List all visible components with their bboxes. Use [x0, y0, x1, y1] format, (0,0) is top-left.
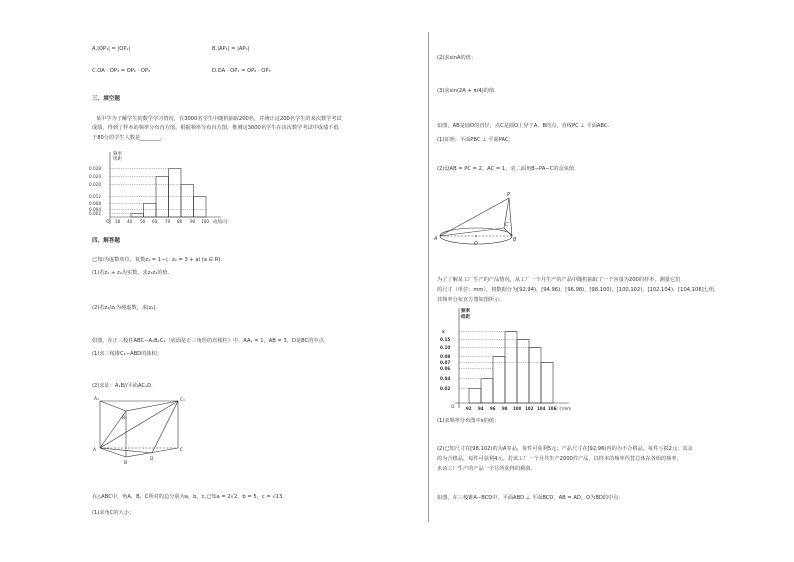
cone-label: C: [505, 223, 509, 228]
hist2-xtick: 100: [513, 406, 522, 411]
hist2-ytick: 0.10: [440, 345, 451, 350]
question-triangle-part2: (2)求sinA的值；: [437, 55, 477, 61]
cone-figure: [434, 190, 524, 250]
question-product-part2-line2: 的为合格品，每件可获利4元。若该工厂一个月共生产2000件产品，以样本的频率代替总体在各组的频率，: [437, 456, 682, 462]
hist2-ytick: 0.07: [440, 360, 451, 365]
hist1-ytick: 0.004: [89, 207, 101, 212]
hist2-ytick: 0.02: [440, 386, 451, 391]
question-complex-part1: (1)若z₁ + z₂为实数，求z₁z₂的值.: [92, 270, 170, 276]
question-fill-line3: 于80分的学生人数是________.: [92, 135, 163, 141]
hist1-yticks: [89, 166, 101, 216]
hist2-xtick: 102: [525, 406, 534, 411]
hist2-bar: [529, 348, 541, 404]
hist1-xtick: 80: [177, 219, 183, 224]
hist1-xlabel: 成绩/分: [213, 220, 229, 225]
prism-label: B: [124, 461, 128, 466]
cone-label: P: [507, 193, 510, 198]
hist1-ytick: 0.020: [89, 182, 101, 187]
question-pyramid-stem: 如图，在三棱锥A−BCD中，平面ABD ⊥ 平面BCD，AB = AD，O为BD的中点.: [437, 495, 621, 501]
question-cone-part1: (1)证明：平面PBC ⊥ 平面PAC；: [437, 137, 514, 143]
hist1-bar: [156, 177, 169, 218]
prism-label: C: [180, 448, 184, 453]
hist2-bars: [469, 332, 553, 404]
cone-label: A: [434, 237, 438, 242]
question-complex-stem: 已知i为虚数单位，复数z₁ = 1−i，z₂ = 3 + ai (a ∈ R).: [92, 257, 222, 263]
question-fill-line2: 成绩，得到了样本的频率分布直方图。根据频率分布直方图，推测这3000名学生在该次数学考试中成绩不低: [92, 125, 339, 131]
question-triangle-stem: 在△ABC中，角A，B，C所对的边分别为a，b，c.已知a = 2√2，b = 5，c = √13.: [92, 494, 284, 500]
hist1-ytick: 0.024: [89, 174, 101, 179]
hist2-xtick: 98: [502, 406, 508, 411]
hist2-bar: [541, 363, 553, 404]
prism-figure: [92, 393, 192, 468]
section-heading-answer: 四、解答题: [92, 238, 120, 244]
hist2-ylabel-bottom: 组距: [461, 315, 470, 320]
hist2-xtick: 96: [490, 406, 496, 411]
hist1-dashes: [110, 169, 206, 214]
question-complex-part2: (2)若z₂/z₁为纯虚数，求|z₂|.: [92, 305, 157, 311]
hist2-dashes: [459, 332, 553, 389]
hist1-ytick: 0.028: [89, 166, 101, 171]
hist2-bar: [517, 340, 529, 404]
score-histogram: [86, 148, 236, 228]
question-cone-part2: (2)设AB = PC = 2，AC = 1，求二面角B−PA−C的余弦值.: [437, 166, 576, 172]
question-prism-part2: (2)求证：A₁B//平面AC₁D.: [92, 383, 153, 389]
hist1-xticks: [115, 219, 209, 224]
prism-label: D: [150, 457, 154, 462]
question-product-part2-line3: 求该工厂生产的产品一个月所获得的利润.: [437, 466, 533, 472]
hist2-xlabel: 尺寸/mm: [554, 406, 572, 411]
hist1-bar: [181, 185, 194, 218]
size-histogram: [437, 304, 577, 412]
prism-label: A₁: [94, 397, 99, 402]
hist1-xtick: 90: [190, 219, 196, 224]
hist2-ytick: 0.06: [440, 366, 451, 371]
cone-label: B: [513, 238, 517, 243]
prism-label: C₁: [180, 398, 185, 403]
hist2-bar: [481, 379, 493, 404]
hist2-bar: [469, 389, 481, 404]
hist2-xtick: 106: [548, 406, 557, 411]
hist1-xtick: 40: [127, 219, 133, 224]
hist1-ylabel-top: 频率: [113, 152, 122, 157]
hist1-ylabel-bottom: 组距: [113, 157, 122, 162]
choice-a: A.|OP₁| = |OP₂|: [92, 46, 131, 52]
hist1-xtick: 70: [165, 219, 171, 224]
question-product-stem3: 其频率分布直方图如图所示.: [437, 297, 501, 303]
hist1-bar: [169, 169, 182, 218]
hist1-xtick: 60: [152, 219, 158, 224]
hist2-ytick: 0.15: [440, 337, 451, 342]
hist2-xtick: 94: [478, 406, 484, 411]
hist1-ytick: 0.002: [89, 211, 101, 216]
hist2-bar: [493, 357, 505, 404]
hist2-ylabel-top: 频率: [461, 309, 470, 314]
question-prism-part1: (1)求三棱锥C₁−ABD的体积；: [92, 351, 162, 357]
choice-d: D.OA · OP₁ = OP₂ · OP₃: [212, 68, 271, 74]
hist1-xtick: 30: [115, 219, 121, 224]
hist1-origin: O: [106, 220, 110, 225]
hist2-xtick: 92: [466, 406, 472, 411]
hist2-ytick: 0.04: [440, 376, 451, 381]
section-heading-fill: 三、填空题: [92, 96, 120, 102]
hist1-ytick: 0.008: [89, 201, 101, 206]
cone-label: O: [474, 242, 478, 247]
hist1-xtick: 50: [140, 219, 146, 224]
question-product-stem1: 为了了解某工厂生产的产品情况，从工厂一个月生产的产品中随机抽取了一个容量为200的样本，测量它们: [437, 277, 681, 283]
prism-label: B₁: [122, 416, 127, 421]
hist1-bar: [194, 197, 207, 218]
column-divider: [428, 32, 429, 522]
choice-c: C.OA · OP₃ = OP₁ · OP₂: [92, 68, 151, 74]
hist1-ytick: 0.012: [89, 194, 101, 199]
hist2-xtick: 104: [537, 406, 546, 411]
hist1-bar: [144, 204, 157, 218]
question-product-part1: (1)求频率分布图中x的值；: [437, 418, 500, 424]
question-triangle-part3: (3)求sin(2A + π/4)的值.: [437, 88, 496, 94]
hist2-ytick: x: [442, 329, 445, 334]
question-product-stem2: 的尺寸（单位：mm），将数据分为[92,94)，[94,96)，[96,98)，[98,100)，[100,102)，[102,104)，[104,106]七组，: [437, 287, 720, 293]
hist2-yticks: [440, 329, 450, 391]
question-fill-line1: 某中学为了解学生的数学学习情况，在3000名学生中随机抽取200名，并统计这200名学生的某次数学考试: [96, 116, 342, 122]
hist2-ytick: 0.08: [440, 354, 451, 359]
question-triangle-part1: (1)求角C的大小；: [92, 510, 135, 516]
hist2-origin: O: [451, 405, 455, 410]
choice-b: B.|AP₁| = |AP₂|: [212, 46, 250, 52]
question-prism-stem: 如图，在正三棱柱ABC−A₁B₁C₁（底面是正三角形的直棱柱）中，AA₁ = 1，AB = 3，D是BC的中点.: [92, 338, 326, 344]
hist2-bar: [505, 332, 517, 404]
hist1-xtick: 100: [201, 219, 209, 224]
hist1-bar: [131, 214, 144, 218]
question-product-part2-line1: (2)已知尺寸在[98,102)的为A等品，每件可获利5元；产品尺寸在[92,96)内的为不合格品，每件亏损2元；其余: [437, 446, 693, 452]
prism-label: A: [93, 448, 97, 453]
hist2-xticks: [466, 406, 557, 411]
question-cone-stem: 如图，AB是圆O的直径，点C是圆O上异于A，B的点，直线PC ⊥ 平面ABC.: [437, 123, 610, 129]
hist1-bars: [131, 169, 206, 218]
